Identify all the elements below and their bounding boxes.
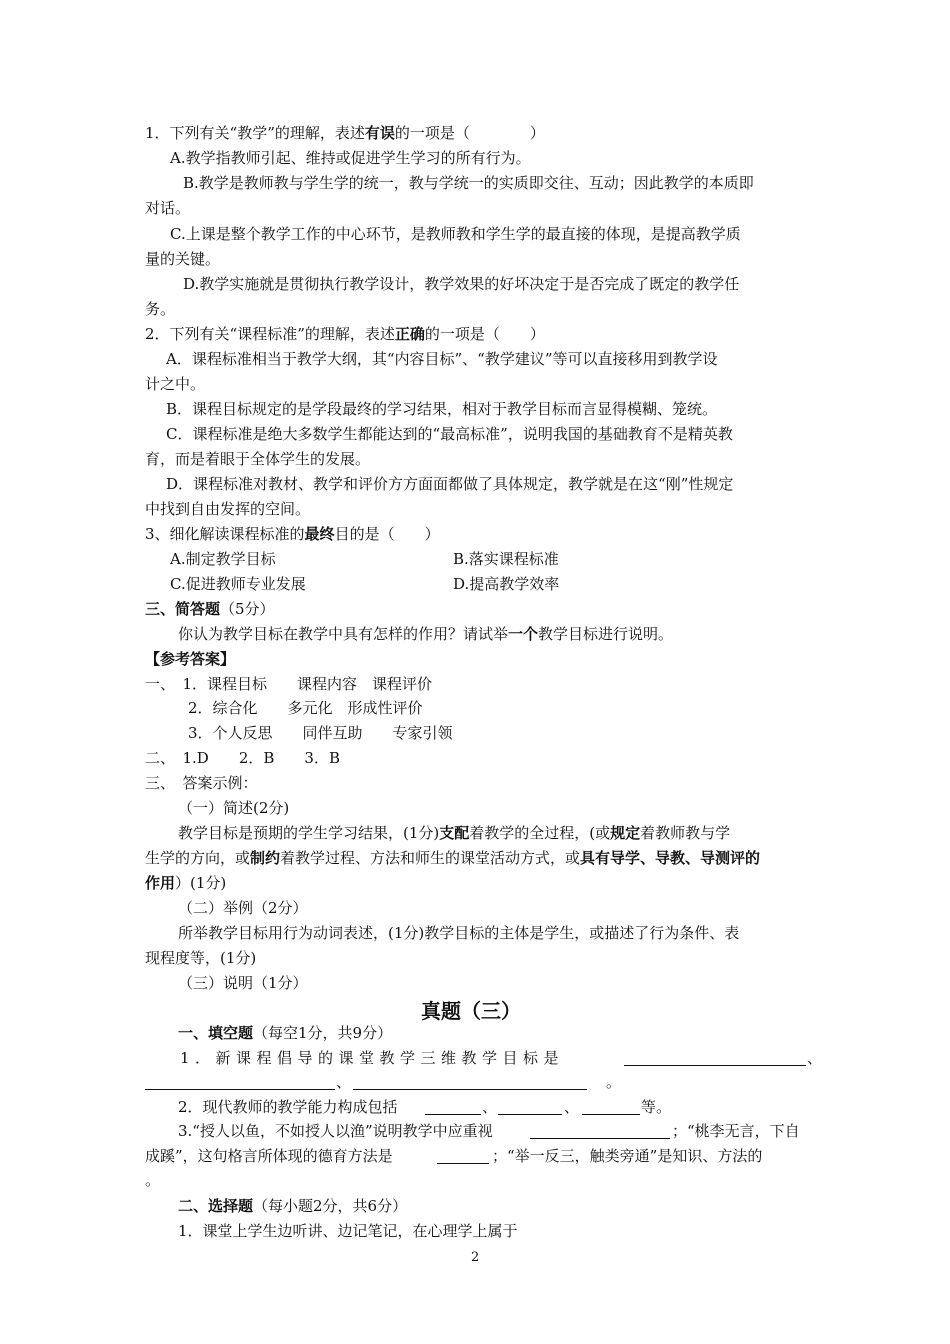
q3-stem-tail: 目的是（ ）	[334, 525, 440, 543]
answer-para-2	[145, 848, 760, 868]
answer-para-2-bold-a: 制约	[250, 849, 281, 867]
choice-heading-score: （每小题2分，共6分）	[253, 1197, 408, 1215]
section3-question-tail: 教学目标进行说明。	[538, 625, 674, 643]
q2-option-b: B．课程目标规定的是学段最终的学习结果，相对于教学目标而言显得模糊、笼统。	[166, 400, 718, 418]
fill-q3-mid: ；“桃李无言，下自	[672, 1122, 800, 1140]
fill-q2-text: 2．现代教师的教学能力构成包括	[178, 1098, 398, 1116]
answer-row-3: 3．个人反思 同伴互助 专家引领	[188, 724, 453, 742]
fill-heading-label: 一、填空题	[178, 1024, 254, 1042]
q3-stem-emphasis: 最终	[304, 525, 335, 543]
answer-row-1: 一、 1．课程目标 课程内容 课程评价	[145, 675, 433, 693]
q1-option-d: D.教学实施就是贯彻执行教学设计，教学效果的好坏决定于是否完成了既定的教学任	[183, 275, 740, 293]
fill-q1-blank-3[interactable]	[353, 1074, 587, 1090]
q2-option-d: D．课程标准对教材、教学和评价方方面面都做了具体规定，教学就是在这“刚”性规定	[166, 475, 734, 493]
q1-stem-text: 1．下列有关“教学”的理解，表述	[145, 124, 365, 142]
page-number: 2	[471, 1250, 480, 1265]
fill-q2-sep-1: 、	[482, 1098, 498, 1116]
fill-q3-line2: 成蹊”，这句格言所体现的德育方法是	[145, 1147, 393, 1165]
answer-row-2: 2．综合化 多元化 形成性评价	[188, 699, 423, 717]
fill-q2-blank-1[interactable]	[425, 1099, 481, 1115]
section3-heading-label: 三、简答题	[145, 600, 221, 618]
section3-heading	[145, 599, 275, 619]
q1-option-a: A.教学指教师引起、维持或促进学生学习的所有行为。	[170, 149, 531, 167]
answer-sub-2: （二）举例（2分）	[178, 899, 308, 917]
answer-para-5: 现程度等，(1分)	[145, 949, 257, 967]
answer-para-1-text-c: 着教师教与学	[640, 824, 731, 842]
fill-q2-sep-2: 、	[564, 1098, 580, 1116]
answer-para-1-bold-b: 规定	[610, 824, 641, 842]
q2-option-c: C．课程标准是绝大多数学生都能达到的“最高标准”，说明我国的基础教育不是精英教	[166, 425, 733, 443]
fill-q3-blank-1[interactable]	[530, 1123, 670, 1139]
q1-stem-tail: 的一项是（ ）	[394, 124, 545, 142]
section3-heading-score: （5分）	[220, 600, 275, 618]
q2-stem-emphasis: 正确	[394, 325, 425, 343]
choice-heading	[178, 1196, 407, 1216]
fill-q2	[178, 1097, 398, 1117]
fill-q1-text: 1．新课程倡导的课堂教学三维教学目标是	[180, 1049, 565, 1067]
answer-sub-3: （三）说明（1分）	[178, 974, 308, 992]
q2-option-a-cont: 计之中。	[145, 375, 206, 393]
q3-stem	[145, 524, 440, 544]
q2-option-a: A．课程标准相当于教学大纲，其“内容目标”、“教学建议”等可以直接移用到教学设	[166, 350, 718, 368]
choice-heading-label: 二、选择题	[178, 1197, 254, 1215]
q1-stem	[145, 123, 545, 143]
answer-para-3-text: ）(1分)	[175, 874, 227, 892]
fill-q1-sep-1: 、	[807, 1049, 823, 1067]
answer-para-3	[145, 873, 226, 893]
q2-option-c-cont: 育，而是着眼于全体学生的发展。	[145, 450, 371, 468]
answer-sub-1: （一）简述(2分)	[178, 799, 290, 817]
q1-option-c-cont: 量的关键。	[145, 250, 221, 268]
q1-stem-emphasis: 有误	[364, 124, 395, 142]
fill-q2-end: 等。	[641, 1098, 672, 1116]
section3-question-text: 你认为教学目标在教学中具有怎样的作用？请试举	[178, 625, 509, 643]
q1-option-b: B.教学是教师教与学生学的统一，教与学统一的实质即交往、互动；因此教学的本质即	[183, 174, 754, 192]
answer-para-2-bold-b: 具有导学、导教、导测评的	[580, 849, 761, 867]
answer-row-5: 三、 答案示例：	[145, 774, 258, 792]
answer-row-4: 二、 1.D 2．B 3．B	[145, 749, 340, 767]
section-title: 真题（三）	[421, 999, 521, 1023]
answers-heading: 【参考答案】	[145, 650, 236, 668]
q1-option-b-cont: 对话。	[145, 199, 191, 217]
answer-para-1-text: 教学目标是预期的学生学习结果，(1分)	[178, 824, 440, 842]
fill-q1	[180, 1048, 564, 1068]
fill-heading	[178, 1023, 392, 1043]
answer-para-3-bold: 作用	[145, 874, 176, 892]
section3-question	[178, 624, 673, 644]
q3-stem-text: 3、细化解读课程标准的	[145, 525, 305, 543]
answer-para-1-text-b: 着教学的全过程，(或	[469, 824, 611, 842]
fill-q1-blank-1[interactable]	[624, 1050, 806, 1066]
answer-para-2-text: 生学的方向，或	[145, 849, 251, 867]
q3-option-b: B.落实课程标准	[453, 550, 559, 568]
answer-para-1	[178, 823, 730, 843]
q1-option-d-cont: 务。	[145, 300, 176, 318]
q3-option-c: C.促进教师专业发展	[170, 575, 306, 593]
fill-q3: 3.“授人以鱼，不如授人以渔”说明教学中应重视	[178, 1122, 493, 1140]
section3-question-emphasis: 一个	[508, 625, 539, 643]
fill-q1-end: 。	[606, 1073, 622, 1091]
answer-para-4: 所举教学目标用行为动词表述，(1分)教学目标的主体是学生，或描述了行为条件、表	[178, 924, 740, 942]
fill-q3-line2-mid: ；“举一反三，触类旁通”是知识、方法的	[492, 1147, 763, 1165]
q1-option-c: C.上课是整个教学工作的中心环节，是教师教和学生学的最直接的体现，是提高教学质	[170, 225, 741, 243]
fill-q3-blank-2[interactable]	[437, 1148, 489, 1164]
q2-stem-tail: 的一项是（ ）	[424, 325, 545, 343]
fill-q1-sep-2: 、	[336, 1073, 352, 1091]
q2-stem-text: 2．下列有关“课程标准”的理解，表述	[145, 325, 395, 343]
q2-option-d-cont: 中找到自由发挥的空间。	[145, 500, 311, 518]
fill-heading-score: （每空1分，共9分）	[253, 1024, 393, 1042]
fill-q2-blank-3[interactable]	[582, 1099, 640, 1115]
q3-option-a: A.制定教学目标	[170, 550, 276, 568]
choice-q1: 1．课堂上学生边听讲、边记笔记，在心理学上属于	[178, 1222, 518, 1240]
answer-para-1-bold-a: 支配	[439, 824, 470, 842]
fill-q1-blank-2[interactable]	[145, 1074, 335, 1090]
fill-q3-end: 。	[145, 1171, 161, 1189]
q3-option-d: D.提高教学效率	[453, 575, 560, 593]
answer-para-2-text-b: 着教学过程、方法和师生的课堂活动方式，或	[280, 849, 581, 867]
fill-q2-blank-2[interactable]	[498, 1099, 562, 1115]
q2-stem	[145, 324, 545, 344]
